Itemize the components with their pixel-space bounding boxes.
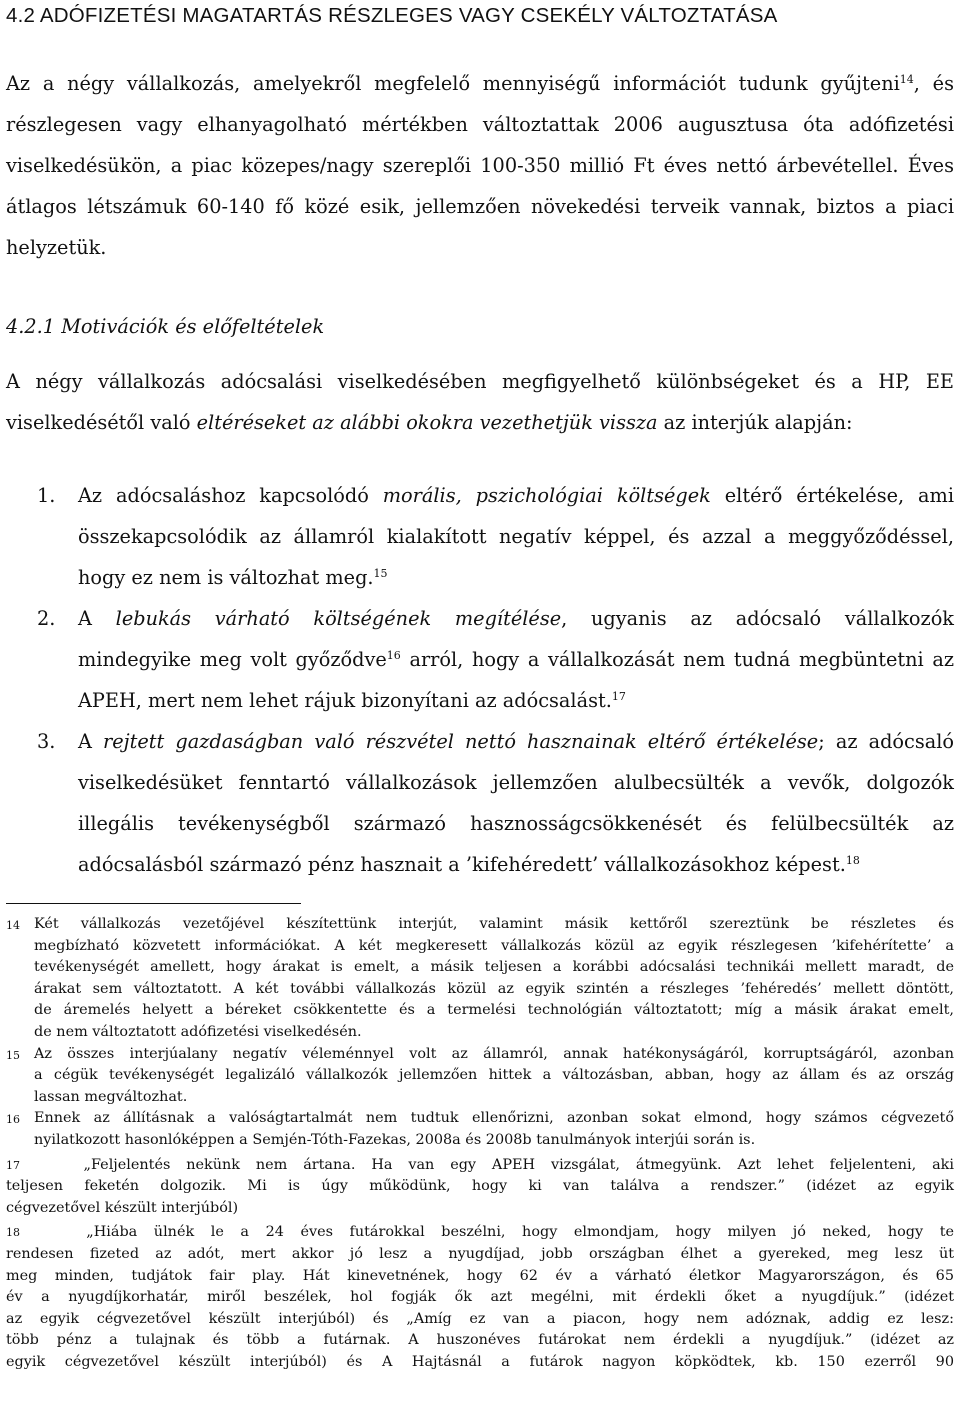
footnote-ref-18[interactable]: 18 (845, 854, 860, 867)
list-number: 1. (37, 484, 56, 507)
footnote-ref-14[interactable]: 14 (899, 73, 914, 86)
footnote-number: 14 (6, 919, 20, 932)
footnote-separator (6, 903, 301, 904)
section-heading: 4.2 ADÓFIZETÉSI MAGATARTÁS RÉSZLEGES VAGY CSEKÉLY VÁLTOZTATÁSA (6, 4, 778, 27)
list-item: 2. A lebukás várható költségének megítélése, ugyanis az adócsaló vállalkozók mindegyike meg volt győződve$^{16}$ arról, hogy a vállalkozását nem tudná megbüntetni az APEH, mert nem lehet rájuk bizonyítani az adócsalást.$^{17}$ (6, 598, 954, 721)
list-number: 3. (37, 730, 56, 753)
footnote-15: 15 Az összes interjúalany negatív véleménnyel volt az államról, annak hatékonyságáról, korruptságáról, azonban a cégük tevékenységét legalizáló vállalkozók jellemzően hittek a változásban, abban, hogy az állam és az ország lassan megváltozhat. (6, 1045, 954, 1105)
footnote-17: 17 „Feljelentés nekünk nem ártana. Ha van egy APEH vizsgálat, átmegyünk. Azt lehet feljelenteni, aki teljesen feketén dolgozik. Mi is úgy működünk, hogy ki van találva a rendszer.” (idézet az egyik cégvezetővel készült interjúból) (6, 1156, 954, 1216)
footnote-ref-16[interactable]: 16 (386, 649, 401, 662)
intro-paragraph (6, 63, 954, 268)
footnote-number: 18 (6, 1226, 20, 1240)
text-line: viselkedésétől való eltéréseket az alábbi okokra vezethetjük vissza az interjúk alapján: (6, 411, 853, 434)
footnote-number: 15 (6, 1048, 20, 1062)
numbered-list (6, 475, 954, 885)
footnote-ref-17[interactable]: 17 (611, 690, 626, 703)
text-line: részlegesen vagy elhanyagolható mértékben változtattak 2006 augusztusa óta adófizetési (6, 113, 954, 136)
subsection-heading: 4.2.1 Motivációk és előfeltételek (6, 315, 325, 338)
list-item: 1. Az adócsaláshoz kapcsolódó morális, pszichológiai költségek eltérő értékelése, ami összekapcsolódik az államról kialakított negatív képpel, és azzal a meggyőződéssel, hogy ez nem is változhat meg.$^{15}$ (6, 475, 954, 598)
text-line: Az a négy vállalkozás, amelyekről megfelelő mennyiségű információt tudunk gyűjteni$^{14}$, és (6, 72, 954, 95)
list-item: 3. A rejtett gazdaságban való részvétel nettó hasznainak eltérő értékelése; az adócsaló viselkedésüket fenntartó vállalkozások jellemzően alulbecsülték a vevők, dolgozók illegális tevékenységből származó hasznosságcsökkenését és felülbecsülték az adócsalásból származó pénz hasznait a ’kifehéredett’ vállalkozásokhoz képest.$^{18}$ (6, 721, 954, 885)
footnotes (6, 914, 954, 1373)
footnote-18: 18 „Hiába ülnék le a 24 éves futárokkal beszélni, hogy elmondjam, hogy milyen jó neked, hogy te rendesen fizeted az adót, mert akkor jó lesz a nyugdíjad, jobb országban élhet a gyereked, meg lesz üt meg minden, tudjátok fair play. Hát kinevetnének, hogy 62 év a várható életkor Magyarországon, és 65 év a nyugdíjkorhatár, miről beszélek, hol fogják ők azt megélni, mit érdekli őket a nyugdíjuk.” (idézet az egyik cégvezetővel készült interjúból) és „Amíg ez van a piacon, hogy nem adóznak, addig ez lesz: több pénz a tulajnak és több a futárnak. A huszonéves futárokat nem érdekli a nyugdíjuk.” (idézet az egyik cégvezetővel készült interjúból) és A Hajtásnál a futárok nagyon köpködtek, kb. 150 ezerről 90 (6, 1224, 954, 1370)
footnote-16: 16 Ennek az állításnak a valóságtartalmát nem tudtuk ellenőrizni, azonban sokat elmond, hogy számos cégvezető nyilatkozott hasonlóképpen a Semjén-Tóth-Fazekas, 2008a és 2008b tanulmányok interjúi során is. (6, 1110, 954, 1148)
text-line: A négy vállalkozás adócsalási viselkedésében megfigyelhető különbségeket és a HP, EE (6, 370, 954, 393)
footnote-number: 17 (6, 1158, 20, 1172)
list-number: 2. (37, 607, 56, 630)
footnote-number: 16 (6, 1113, 20, 1127)
text-line: helyzetük. (6, 236, 107, 259)
motivation-paragraph (6, 361, 954, 443)
text-line: átlagos létszámuk 60-140 fő közé esik, jellemzően növekedési terveik vannak, biztos a piaci (6, 195, 954, 218)
footnote-ref-15[interactable]: 15 (373, 567, 388, 580)
footnote-14: 14 Két vállalkozás vezetőjével készítettünk interjút, valamint másik kettőről szereztünk be részletes és megbízható közvetett információkat. A két megkeresett vállalkozás közül az egyik részlegesen ’kifehérítette’ a tevékenységét amellett, hogy árakat is emelt, a másik teljesen a korábbi adócsalási technikái mellett maradt, de árakat sem változtatott. A két további vállalkozás közül az egyik szintén a részleges ’fehéredés’ mellett döntött, de áremelés helyett a béreket csökkentette és a termelési technológián változtatott; míg a másik árakat emelt, de nem változtatott adófizetési viselkedésén. (6, 916, 954, 1040)
text-line: viselkedésükön, a piac közepes/nagy szereplői 100-350 millió Ft éves nettó árbevétellel. Éves (6, 154, 954, 177)
